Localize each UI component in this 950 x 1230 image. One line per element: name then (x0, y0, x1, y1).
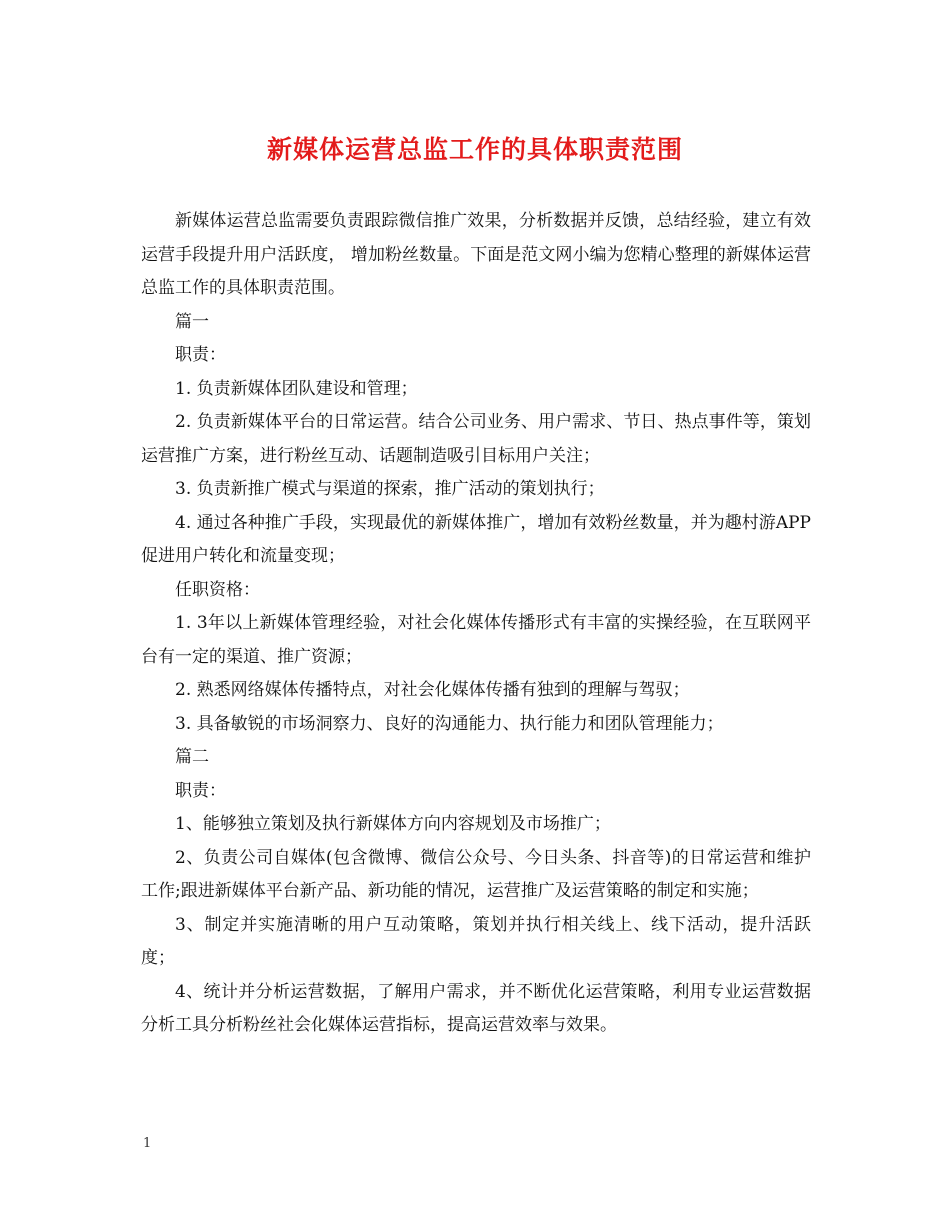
duties-heading: 职责： (175, 345, 226, 365)
document-title: 新媒体运营总监工作的具体职责范围 (266, 135, 683, 164)
qualification-item: 1. 3年以上新媒体管理经验，对社会化媒体传播形式有丰富的实操经验，在互联网平台有一定的渠道、推广资源； (141, 613, 811, 667)
duties-heading: 职责： (175, 780, 226, 801)
duty-item: 2. 负责新媒体平台的日常运营。结合公司业务、用户需求、节日、热点事件等，策划运营推广方案，进行粉丝互动、话题制造吸引目标用户关注； (141, 412, 811, 466)
duty-item: 1、能够独立策划及执行新媒体方向内容规划及市场推广； (175, 814, 611, 834)
qualification-item: 2. 熟悉网络媒体传播特点，对社会化媒体传播有独到的理解与驾驭； (175, 680, 690, 700)
document-body (141, 205, 811, 1043)
duty-item: 4、统计并分析运营数据，了解用户需求，并不断优化运营策略，利用专业运营数据分析工具分析粉丝社会化媒体运营指标，提高运营效率与效果。 (141, 981, 811, 1035)
duty-item: 1. 负责新媒体团队建设和管理； (175, 378, 418, 399)
qualification-item: 3. 具备敏锐的市场洞察力、良好的沟通能力、执行能力和团队管理能力； (175, 713, 724, 734)
duty-item: 3、制定并实施清晰的用户互动策略，策划并执行相关线上、线下活动，提升活跃度； (141, 914, 811, 968)
page-number: 1 (143, 1136, 152, 1151)
section-heading-part-two: 篇二 (175, 747, 209, 767)
duty-item: 2、负责公司自媒体(包含微博、微信公众号、今日头条、抖音等)的日常运营和维护工作;跟进新媒体平台新产品、新功能的情况，运营推广及运营策略的制定和实施； (141, 847, 811, 901)
qualifications-heading: 任职资格： (175, 579, 260, 600)
section-heading-part-one: 篇一 (175, 311, 209, 332)
duty-item: 4. 通过各种推广手段，实现最优的新媒体推广，增加有效粉丝数量，并为趣村游APP促进用户转化和流量变现； (141, 512, 811, 566)
duty-item: 3. 负责新推广模式与渠道的探索，推广活动的策划执行； (175, 479, 605, 499)
intro-paragraph: 新媒体运营总监需要负责跟踪微信推广效果，分析数据并反馈，总结经验，建立有效运营手段提升用户活跃度， 增加粉丝数量。下面是范文网小编为您精心整理的新媒体运营总监工作的具体职责范围。 (141, 211, 811, 298)
